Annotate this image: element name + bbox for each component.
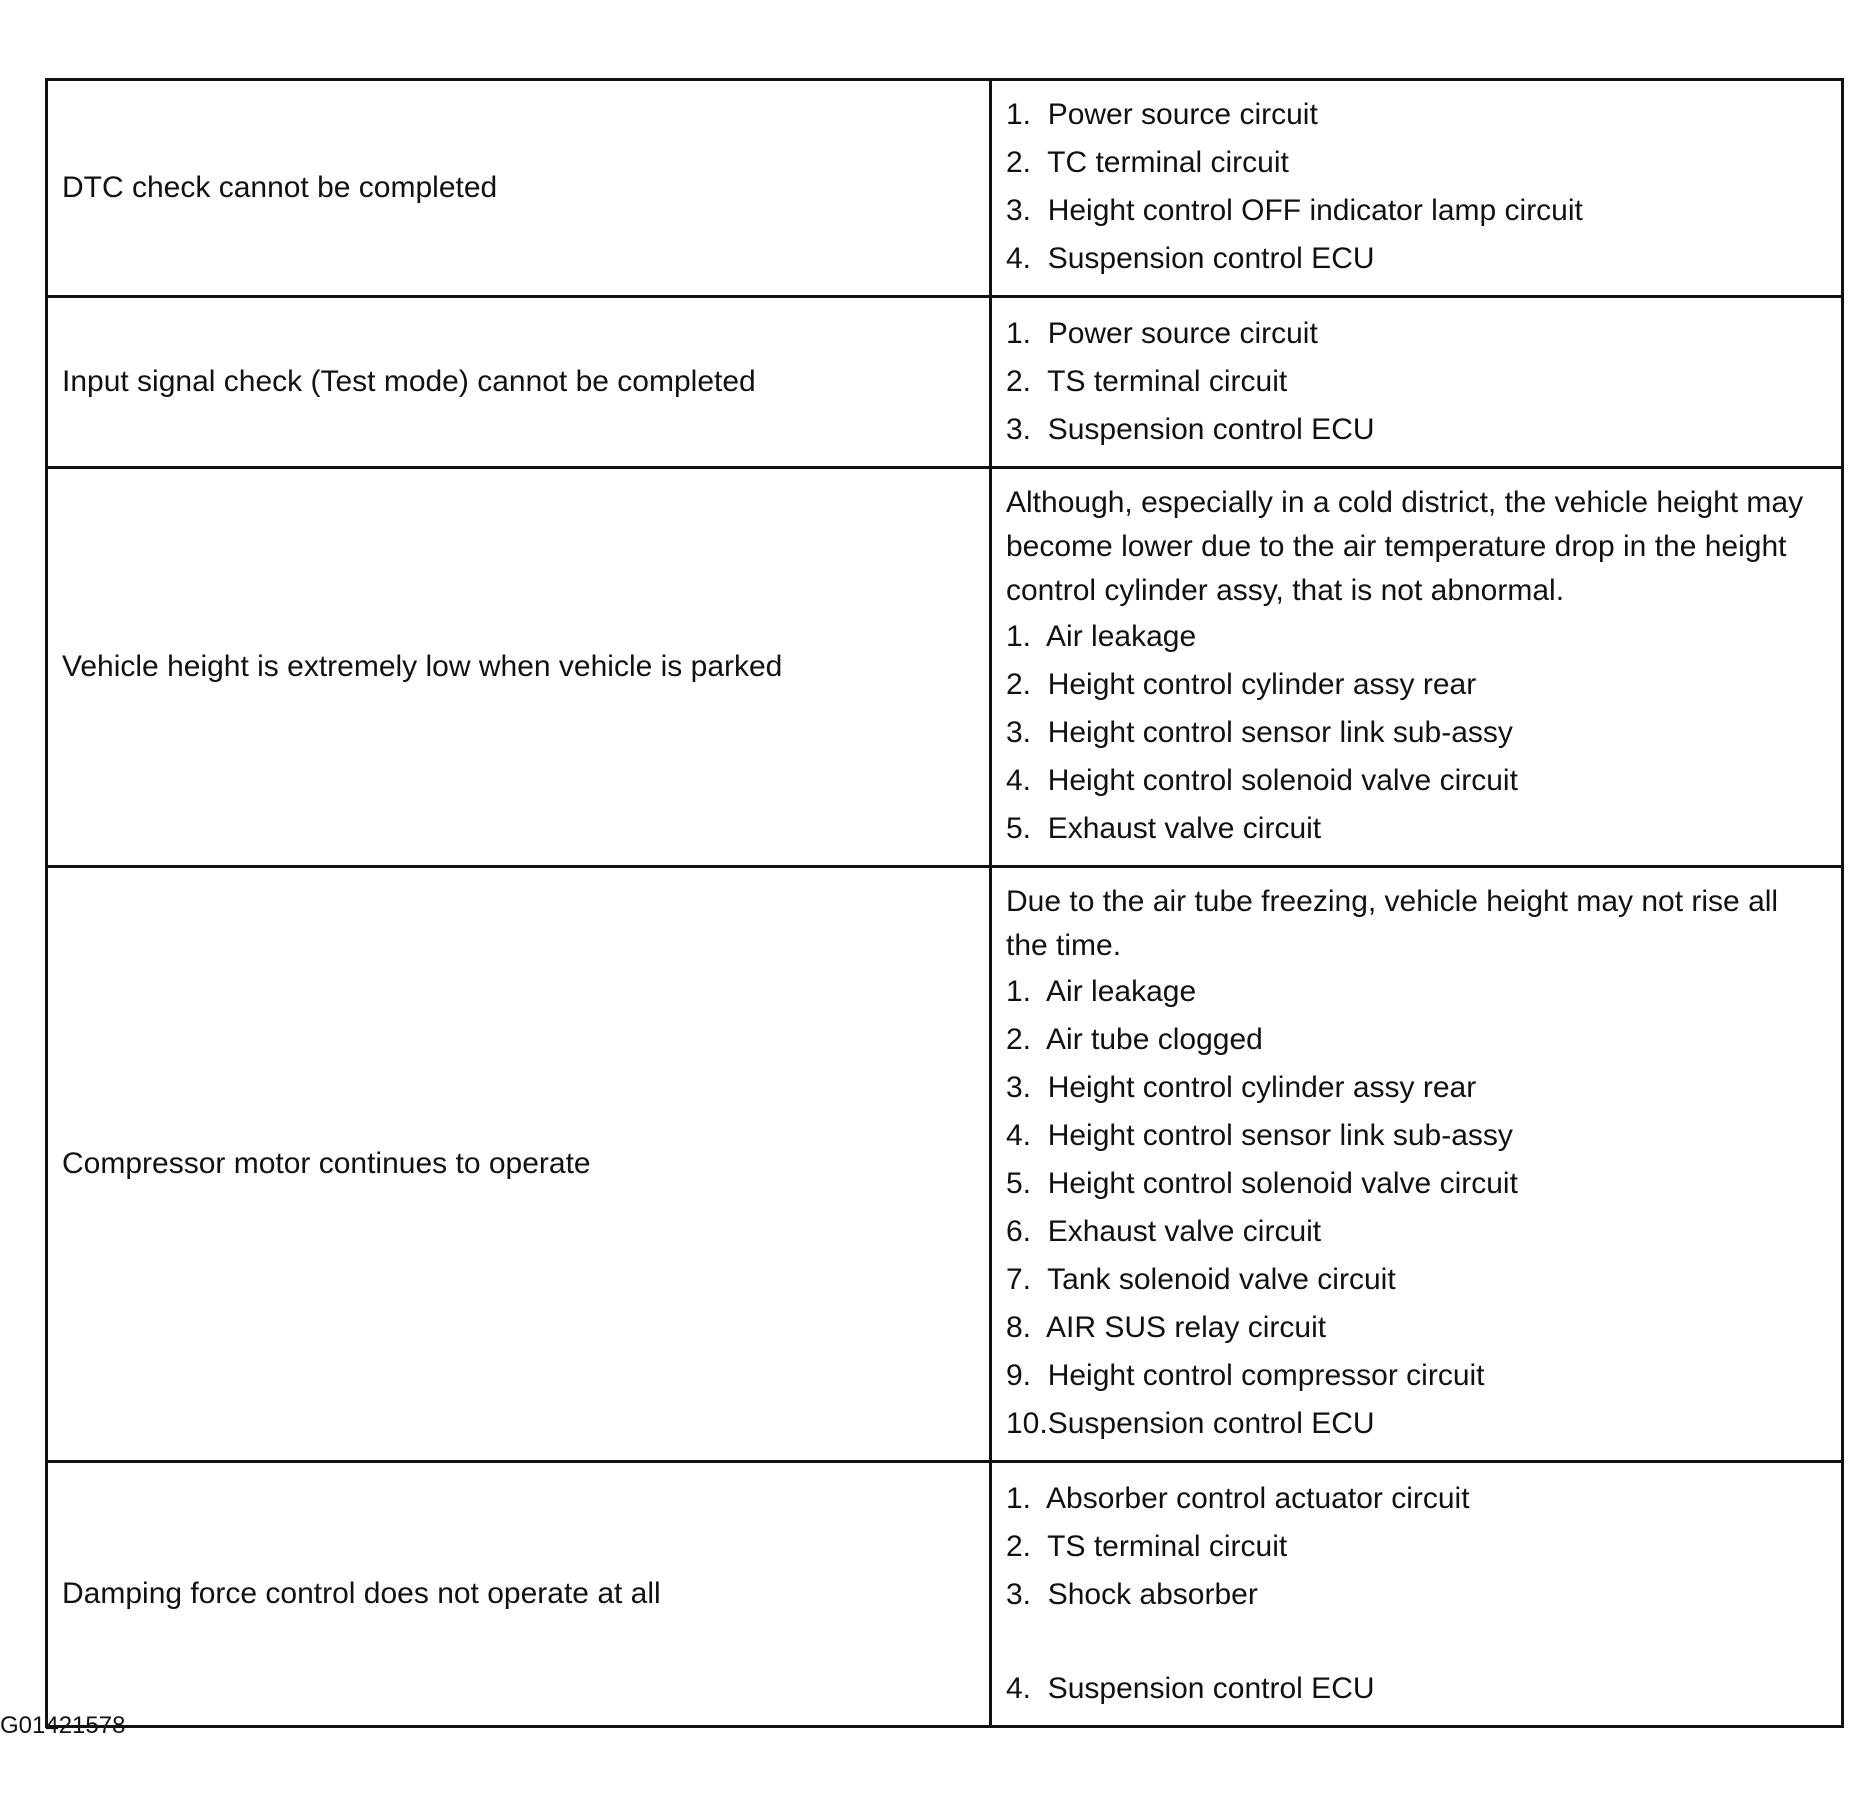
list-item: 7. Tank solenoid valve circuit (1006, 1263, 1396, 1296)
note-text: Although, especially in a cold district, the vehicle height may become lower due to the air temperature drop in the height control cylinder assy, that is not abnormal. (1006, 486, 1804, 607)
symptom-text: Compressor motor continues to operate (62, 1147, 591, 1180)
list-item: 9. Height control compressor circuit (1006, 1359, 1485, 1392)
table-row (47, 468, 1843, 867)
symptom-text: DTC check cannot be completed (62, 171, 498, 204)
symptom-cell (47, 1462, 991, 1727)
list-item: 4. Height control sensor link sub-assy (1006, 1119, 1513, 1152)
list-item: 3. Height control sensor link sub-assy (1006, 716, 1513, 749)
list-item: 3. Shock absorber (1006, 1578, 1258, 1611)
list-item: 2. Height control cylinder assy rear (1006, 668, 1477, 701)
table-row (47, 1462, 1843, 1727)
list-item: 5. Exhaust valve circuit (1006, 812, 1322, 845)
symptom-cell (47, 468, 991, 867)
list-item: 3. Suspension control ECU (1006, 413, 1375, 446)
symptom-cell (47, 80, 991, 297)
blank-line (1006, 1619, 1827, 1665)
list-item: 1. Power source circuit (1006, 98, 1318, 131)
list-item: 5. Height control solenoid valve circuit (1006, 1167, 1518, 1200)
list-item: 3. Height control cylinder assy rear (1006, 1071, 1477, 1104)
list-item: 10.Suspension control ECU (1006, 1407, 1375, 1440)
symptom-text: Vehicle height is extremely low when vehicle is parked (62, 650, 783, 683)
suspect-area-cell (991, 867, 1843, 1462)
symptom-cell (47, 297, 991, 468)
list-item: 4. Height control solenoid valve circuit (1006, 764, 1518, 797)
list-item: 1. Absorber control actuator circuit (1006, 1482, 1470, 1515)
list-item: 1. Air leakage (1006, 975, 1197, 1008)
table-row (47, 867, 1843, 1462)
suspect-area-cell (991, 468, 1843, 867)
note-text: Due to the air tube freezing, vehicle height may not rise all the time. (1006, 885, 1779, 962)
list-item: 2. Air tube clogged (1006, 1023, 1263, 1056)
suspect-area-cell (991, 1462, 1843, 1727)
list-item: 6. Exhaust valve circuit (1006, 1215, 1322, 1248)
list-item: 2. TC terminal circuit (1006, 146, 1289, 179)
list-item: 2. TS terminal circuit (1006, 365, 1288, 398)
symptom-cell (47, 867, 991, 1462)
suspect-area-cell (991, 297, 1843, 468)
suspect-area-cell (991, 80, 1843, 297)
symptom-text: Input signal check (Test mode) cannot be completed (62, 365, 756, 398)
figure-id: G01421578 (0, 1712, 126, 1739)
list-item: 4. Suspension control ECU (1006, 1672, 1375, 1705)
table-row (47, 297, 1843, 468)
symptom-text: Damping force control does not operate at all (62, 1577, 661, 1610)
list-item: 2. TS terminal circuit (1006, 1530, 1288, 1563)
list-item: 1. Power source circuit (1006, 317, 1318, 350)
table-row (47, 80, 1843, 297)
list-item: 8. AIR SUS relay circuit (1006, 1311, 1327, 1344)
list-item: 3. Height control OFF indicator lamp circuit (1006, 194, 1583, 227)
list-item: 1. Air leakage (1006, 620, 1197, 653)
diagnosis-table (45, 78, 1844, 1728)
list-item: 4. Suspension control ECU (1006, 242, 1375, 275)
